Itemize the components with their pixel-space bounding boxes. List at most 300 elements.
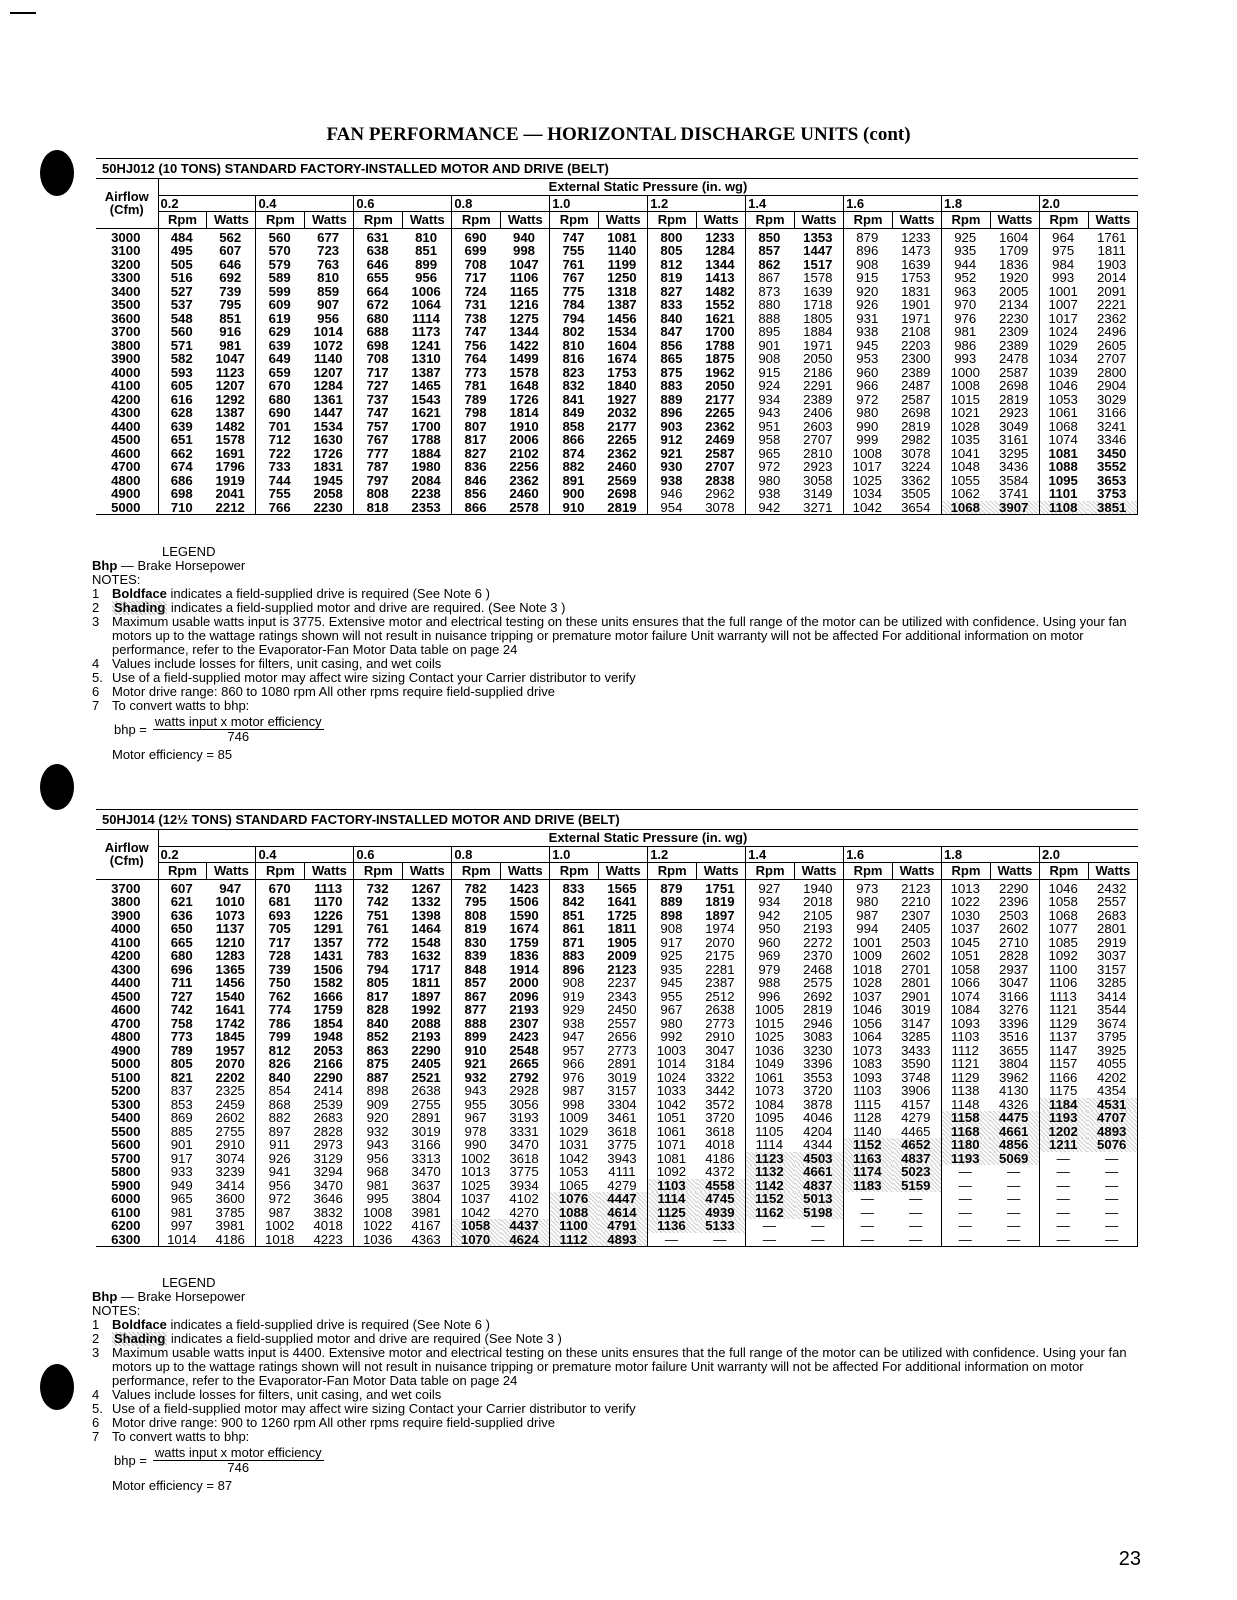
watts-cell: 1361 bbox=[305, 393, 354, 407]
rpm-cell: 747 bbox=[366, 405, 389, 420]
table-row bbox=[96, 433, 1138, 447]
rpm-cell: 717 bbox=[464, 270, 487, 285]
watts-cell: 1233 bbox=[893, 228, 942, 244]
watts-cell: 1284 bbox=[305, 379, 354, 393]
pressure-header: 1.4 bbox=[746, 846, 844, 863]
watts-cell: 5198 bbox=[795, 1206, 844, 1220]
rpm-cell: 942 bbox=[758, 907, 781, 923]
rpm-cell: 636 bbox=[170, 907, 193, 923]
rpm-cell: 1081 bbox=[1048, 445, 1078, 461]
rpm-cell: 789 bbox=[170, 1042, 193, 1058]
watts-cell: 2405 bbox=[403, 1057, 452, 1071]
rpm-cell: 1138 bbox=[951, 1083, 980, 1098]
rpm-cell: 828 bbox=[366, 1002, 389, 1017]
rpm-cell: 807 bbox=[464, 418, 487, 434]
watts-cell: 956 bbox=[403, 271, 452, 285]
watts-cell: 1980 bbox=[403, 460, 452, 474]
rpm-cell: 1014 bbox=[656, 1056, 687, 1071]
watts-cell: 4204 bbox=[795, 1125, 844, 1139]
note-text bbox=[112, 1332, 1152, 1346]
rpm-cell: 1046 bbox=[1048, 378, 1078, 393]
watts-cell: — bbox=[1088, 1233, 1137, 1247]
rpm-cell: 866 bbox=[562, 432, 585, 447]
airflow-cell: 3600 bbox=[96, 312, 158, 326]
rpm-cell: 593 bbox=[170, 364, 193, 380]
watts-cell: 1578 bbox=[795, 271, 844, 285]
note-text bbox=[112, 587, 1152, 601]
airflow-cell: 4900 bbox=[96, 487, 158, 501]
watts-cell: 5159 bbox=[893, 1179, 942, 1193]
rpm-cell: 1121 bbox=[1048, 1002, 1078, 1017]
bhp-formula bbox=[114, 1446, 1152, 1475]
watts-cell: 4326 bbox=[990, 1098, 1039, 1112]
rpm-cell: — bbox=[1056, 1164, 1070, 1179]
watts-cell: 3047 bbox=[990, 976, 1039, 990]
airflow-cell: 5700 bbox=[96, 1152, 158, 1166]
watts-cell: 4157 bbox=[893, 1098, 942, 1112]
rpm-cell: 810 bbox=[562, 337, 585, 353]
table-row bbox=[96, 285, 1138, 299]
note-text bbox=[112, 1318, 1152, 1332]
watts-cell: 3166 bbox=[403, 1138, 452, 1152]
rpm-cell: 1157 bbox=[1048, 1056, 1078, 1071]
note-item bbox=[92, 699, 1152, 713]
rpm-cell: 827 bbox=[660, 283, 683, 299]
watts-cell: 3962 bbox=[990, 1071, 1039, 1085]
note-body: indicates a field-supplied drive is required (See Note 6 ) bbox=[170, 1317, 490, 1332]
watts-cell: 2290 bbox=[990, 879, 1039, 895]
watts-cell: 1423 bbox=[501, 879, 550, 895]
rpm-cell: 993 bbox=[954, 351, 977, 366]
airflow-cell: 4300 bbox=[96, 963, 158, 977]
rpm-cell: 996 bbox=[758, 988, 781, 1004]
watts-cell: 2923 bbox=[795, 460, 844, 474]
watts-cell: 2389 bbox=[795, 393, 844, 407]
rpm-cell: 1166 bbox=[1048, 1069, 1078, 1085]
airflow-unit: (Cfm) bbox=[109, 853, 144, 869]
watts-cell: 2919 bbox=[1088, 936, 1137, 950]
rpm-cell: 935 bbox=[660, 961, 683, 977]
rpm-cell: 1093 bbox=[852, 1069, 882, 1085]
rpm-cell: 1049 bbox=[754, 1056, 785, 1071]
note-text bbox=[112, 1388, 1152, 1402]
rpm-cell: 897 bbox=[268, 1123, 291, 1139]
watts-cell: 1114 bbox=[403, 312, 452, 326]
rpm-cell: 837 bbox=[170, 1083, 193, 1098]
watts-cell: 1948 bbox=[305, 1030, 354, 1044]
watts-cell: 1674 bbox=[501, 922, 550, 936]
watts-cell: 851 bbox=[207, 312, 256, 326]
watts-cell: 3161 bbox=[990, 433, 1039, 447]
rpm-cell: 1113 bbox=[1049, 988, 1077, 1004]
watts-cell: 2478 bbox=[990, 352, 1039, 366]
watts-header: Watts bbox=[599, 212, 648, 229]
rpm-cell: 999 bbox=[856, 432, 879, 447]
airflow-cell: 4800 bbox=[96, 474, 158, 488]
rpm-cell: 737 bbox=[366, 391, 389, 407]
rpm-cell: 877 bbox=[464, 1002, 487, 1017]
rpm-cell: 879 bbox=[856, 229, 879, 245]
rpm-cell: 875 bbox=[660, 364, 683, 380]
rpm-cell: 708 bbox=[366, 351, 389, 366]
rpm-cell: 915 bbox=[856, 270, 879, 285]
rpm-cell: 981 bbox=[954, 324, 977, 339]
rpm-cell: 747 bbox=[562, 229, 585, 245]
rpm-cell: 761 bbox=[366, 921, 389, 936]
watts-cell: 2186 bbox=[795, 366, 844, 380]
rpm-header: Rpm bbox=[844, 212, 893, 229]
airflow-cell: 5000 bbox=[96, 501, 158, 515]
rpm-cell: 705 bbox=[268, 921, 291, 936]
rpm-header: Rpm bbox=[1039, 212, 1088, 229]
watts-cell: 1582 bbox=[305, 976, 354, 990]
formula-numerator: watts input x motor efficiency bbox=[154, 714, 322, 729]
watts-cell: 2096 bbox=[501, 990, 550, 1004]
rpm-cell: 819 bbox=[660, 270, 683, 285]
note-item bbox=[92, 1430, 1152, 1444]
watts-cell: 3637 bbox=[403, 1179, 452, 1193]
rpm-cell: 766 bbox=[268, 499, 291, 515]
watts-cell: 2300 bbox=[893, 352, 942, 366]
watts-cell: 4837 bbox=[795, 1179, 844, 1193]
rpm-cell: 751 bbox=[366, 907, 389, 923]
note-number: 2 bbox=[92, 600, 100, 615]
rpm-cell: 975 bbox=[1052, 243, 1075, 258]
watts-cell: 1709 bbox=[990, 244, 1039, 258]
table-title: 50HJ014 (12½ TONS) STANDARD FACTORY-INSTALLED MOTOR AND DRIVE (BELT) bbox=[96, 810, 1138, 830]
shading-word: Shading bbox=[114, 1331, 166, 1346]
rpm-cell: 570 bbox=[268, 243, 291, 258]
rpm-cell: 798 bbox=[464, 405, 487, 420]
rpm-cell: 932 bbox=[366, 1123, 389, 1139]
note-number: 4 bbox=[92, 656, 100, 671]
page-title: FAN PERFORMANCE — HORIZONTAL DISCHARGE UNITS (cont) bbox=[326, 124, 911, 145]
watts-cell: 3775 bbox=[501, 1165, 550, 1179]
rpm-cell: 767 bbox=[366, 432, 389, 447]
rpm-cell: 665 bbox=[170, 934, 193, 950]
rpm-cell: 773 bbox=[170, 1029, 193, 1044]
watts-cell: 2602 bbox=[990, 922, 1039, 936]
airflow-cell: 6100 bbox=[96, 1206, 158, 1220]
table-row bbox=[96, 271, 1138, 285]
watts-cell: 1123 bbox=[207, 366, 256, 380]
watts-cell: 4167 bbox=[403, 1219, 452, 1233]
airflow-cell: 4100 bbox=[96, 936, 158, 950]
rpm-cell: 903 bbox=[660, 418, 683, 434]
rpm-cell: 863 bbox=[366, 1042, 389, 1058]
watts-header: Watts bbox=[207, 863, 256, 880]
watts-cell: 1173 bbox=[403, 325, 452, 339]
watts-cell: 2105 bbox=[795, 909, 844, 923]
note-item bbox=[92, 1318, 1152, 1332]
table-row bbox=[96, 420, 1138, 434]
rpm-cell: 1053 bbox=[558, 1164, 589, 1179]
rpm-cell: — bbox=[664, 1231, 679, 1247]
note-item bbox=[92, 1416, 1152, 1430]
watts-cell: 2307 bbox=[893, 909, 942, 923]
rpm-cell: 854 bbox=[268, 1083, 291, 1098]
rpm-cell: 1193 bbox=[1039, 1111, 1088, 1125]
table-row bbox=[96, 909, 1138, 923]
watts-cell: 2801 bbox=[1088, 922, 1137, 936]
watts-cell: 3129 bbox=[305, 1152, 354, 1166]
airflow-cell: 3700 bbox=[96, 879, 158, 895]
airflow-cell: 4900 bbox=[96, 1044, 158, 1058]
watts-cell: 1283 bbox=[207, 949, 256, 963]
watts-cell: 1919 bbox=[207, 474, 256, 488]
watts-cell: 1630 bbox=[305, 433, 354, 447]
watts-cell: 2683 bbox=[305, 1111, 354, 1125]
rpm-cell: 1036 bbox=[362, 1231, 393, 1247]
rpm-cell: 802 bbox=[562, 324, 585, 339]
rpm-cell: 830 bbox=[464, 934, 487, 950]
note-number: 5. bbox=[92, 670, 103, 685]
watts-cell: 2521 bbox=[403, 1071, 452, 1085]
watts-cell: 3584 bbox=[990, 474, 1039, 488]
rpm-cell: 848 bbox=[464, 961, 487, 977]
table-row bbox=[96, 1165, 1138, 1179]
rpm-cell: 970 bbox=[954, 297, 977, 312]
watts-cell: 3157 bbox=[1088, 963, 1137, 977]
watts-cell: 2102 bbox=[501, 447, 550, 461]
watts-cell: 2290 bbox=[403, 1044, 452, 1058]
watts-cell: 4018 bbox=[697, 1138, 746, 1152]
watts-cell: 1726 bbox=[305, 447, 354, 461]
watts-cell: — bbox=[1088, 1192, 1137, 1206]
rpm-cell: 976 bbox=[954, 310, 977, 326]
watts-cell: 4372 bbox=[697, 1165, 746, 1179]
rpm-cell: 1062 bbox=[950, 486, 980, 501]
watts-cell: 4202 bbox=[1088, 1071, 1137, 1085]
note-text bbox=[112, 685, 1152, 699]
rpm-cell: 908 bbox=[660, 921, 683, 936]
rpm-cell: 833 bbox=[562, 880, 585, 896]
rpm-cell: 805 bbox=[170, 1056, 193, 1071]
watts-cell: 4939 bbox=[697, 1206, 746, 1220]
table-row bbox=[96, 1044, 1138, 1058]
rpm-cell: 1061 bbox=[1048, 405, 1078, 420]
rpm-cell: 662 bbox=[170, 445, 193, 461]
watts-cell: 3618 bbox=[599, 1125, 648, 1139]
pressure-header: 0.6 bbox=[354, 846, 452, 863]
watts-cell: 3720 bbox=[795, 1084, 844, 1098]
rpm-cell: 742 bbox=[366, 894, 389, 909]
watts-cell: 4186 bbox=[697, 1152, 746, 1166]
esp-header: External Static Pressure (in. wg) bbox=[158, 830, 1138, 846]
watts-cell: 2575 bbox=[795, 976, 844, 990]
rpm-cell: 579 bbox=[268, 256, 291, 272]
watts-header: Watts bbox=[990, 863, 1039, 880]
rpm-cell: 589 bbox=[268, 270, 291, 285]
watts-cell: 4661 bbox=[990, 1125, 1039, 1139]
watts-cell: 1648 bbox=[501, 379, 550, 393]
watts-cell: 1284 bbox=[697, 244, 746, 258]
watts-cell: 2450 bbox=[599, 1003, 648, 1017]
rpm-cell: 901 bbox=[170, 1137, 193, 1152]
rpm-cell: 990 bbox=[856, 418, 879, 434]
rpm-cell: 582 bbox=[170, 351, 193, 366]
rpm-header: Rpm bbox=[942, 212, 991, 229]
watts-cell: 2237 bbox=[599, 976, 648, 990]
fan-performance-table bbox=[96, 179, 1138, 515]
watts-cell: 3934 bbox=[501, 1179, 550, 1193]
rpm-cell: 758 bbox=[170, 1015, 193, 1031]
watts-cell: 1836 bbox=[990, 258, 1039, 272]
watts-cell: 1831 bbox=[305, 460, 354, 474]
rpm-cell: 1042 bbox=[460, 1204, 491, 1220]
watts-cell: 4447 bbox=[599, 1192, 648, 1206]
table-row bbox=[96, 244, 1138, 258]
watts-cell: 2134 bbox=[990, 298, 1039, 312]
rpm-cell: 1053 bbox=[1048, 391, 1078, 407]
rpm-cell: 969 bbox=[758, 948, 781, 963]
rpm-cell: 795 bbox=[464, 894, 487, 909]
watts-cell: 2587 bbox=[893, 393, 942, 407]
watts-cell: 1641 bbox=[599, 895, 648, 909]
watts-cell: — bbox=[893, 1233, 942, 1247]
watts-cell: 3544 bbox=[1088, 1003, 1137, 1017]
rpm-cell: 909 bbox=[366, 1096, 389, 1112]
rpm-cell: 947 bbox=[562, 1029, 585, 1044]
watts-cell: 1081 bbox=[599, 228, 648, 244]
rpm-cell: 1101 bbox=[1048, 486, 1078, 501]
watts-cell: 2904 bbox=[1088, 379, 1137, 393]
rpm-cell: 1148 bbox=[951, 1096, 980, 1112]
pressure-header: 0.4 bbox=[256, 846, 354, 863]
watts-cell: 2000 bbox=[501, 976, 550, 990]
rpm-cell: 1115 bbox=[853, 1096, 881, 1112]
watts-cell: 763 bbox=[305, 258, 354, 272]
bhp-label: bhp = bbox=[114, 721, 147, 737]
rpm-cell: 965 bbox=[758, 445, 781, 461]
rpm-cell: — bbox=[860, 1204, 874, 1220]
binder-hole-bottom bbox=[40, 1364, 74, 1410]
watts-cell: 1604 bbox=[599, 339, 648, 353]
rpm-cell: 821 bbox=[170, 1069, 193, 1085]
rpm-cell: 1015 bbox=[754, 1015, 785, 1031]
watts-cell: 1726 bbox=[501, 393, 550, 407]
watts-cell: 2088 bbox=[403, 1017, 452, 1031]
note-body: Use of a field-supplied motor may affect wire sizing Contact your Carrier distributor to verify bbox=[112, 1401, 636, 1416]
watts-cell: 2212 bbox=[207, 501, 256, 515]
rpm-cell: 599 bbox=[268, 283, 291, 299]
rpm-cell: 858 bbox=[562, 418, 585, 434]
rpm-cell: 808 bbox=[366, 486, 389, 501]
airflow-cell: 4100 bbox=[96, 379, 158, 393]
rpm-cell: 774 bbox=[268, 1002, 291, 1017]
watts-cell: 2291 bbox=[795, 379, 844, 393]
watts-cell: 3470 bbox=[501, 1138, 550, 1152]
rpm-cell: 978 bbox=[464, 1123, 487, 1139]
rpm-cell: 1031 bbox=[558, 1137, 589, 1152]
watts-cell: 3322 bbox=[697, 1071, 746, 1085]
watts-cell: 1482 bbox=[697, 285, 746, 299]
table-row bbox=[96, 1152, 1138, 1166]
watts-cell: 1292 bbox=[207, 393, 256, 407]
rpm-header: Rpm bbox=[550, 863, 599, 880]
rpm-cell: 747 bbox=[464, 324, 487, 339]
rpm-cell: 847 bbox=[660, 324, 683, 339]
rpm-cell: 1147 bbox=[1048, 1042, 1078, 1058]
rpm-cell: 619 bbox=[268, 310, 291, 326]
rpm-cell: 1137 bbox=[1048, 1029, 1078, 1044]
rpm-cell: 966 bbox=[856, 378, 879, 393]
rpm-cell: 979 bbox=[758, 961, 781, 977]
rpm-header: Rpm bbox=[1039, 863, 1088, 880]
pressure-header: 1.6 bbox=[844, 195, 942, 212]
watts-cell: 2946 bbox=[795, 1017, 844, 1031]
rpm-cell: 867 bbox=[464, 988, 487, 1004]
rpm-cell: 527 bbox=[170, 283, 193, 299]
rpm-cell: 1058 bbox=[452, 1219, 501, 1233]
rpm-cell: 908 bbox=[562, 975, 585, 990]
rpm-header: Rpm bbox=[452, 863, 501, 880]
watts-cell: 2050 bbox=[697, 379, 746, 393]
watts-cell: 4046 bbox=[795, 1111, 844, 1125]
rpm-cell: 755 bbox=[268, 486, 291, 501]
rpm-cell: 960 bbox=[856, 364, 879, 380]
table-row bbox=[96, 1071, 1138, 1085]
airflow-cell: 6200 bbox=[96, 1219, 158, 1233]
rpm-cell: 1037 bbox=[950, 921, 980, 936]
rpm-header: Rpm bbox=[158, 863, 207, 880]
table-row bbox=[96, 963, 1138, 977]
rpm-cell: 1037 bbox=[852, 988, 882, 1004]
watts-cell: 3230 bbox=[795, 1044, 844, 1058]
rpm-cell: 1014 bbox=[167, 1231, 197, 1247]
rpm-cell: 1074 bbox=[950, 988, 980, 1004]
rpm-cell: 1018 bbox=[852, 961, 882, 977]
watts-cell: 2362 bbox=[697, 420, 746, 434]
watts-cell: 4186 bbox=[207, 1233, 256, 1247]
rpm-cell: 1003 bbox=[656, 1042, 687, 1058]
watts-cell: — bbox=[1088, 1206, 1137, 1220]
watts-cell: 4223 bbox=[305, 1233, 354, 1247]
rpm-cell: 1017 bbox=[852, 459, 882, 474]
rpm-cell: 926 bbox=[268, 1150, 291, 1166]
rpm-cell: 957 bbox=[562, 1042, 585, 1058]
rpm-cell: 1028 bbox=[852, 975, 882, 990]
watts-cell: 2325 bbox=[207, 1084, 256, 1098]
rpm-cell: 784 bbox=[562, 297, 585, 312]
rpm-cell: 1071 bbox=[656, 1137, 687, 1152]
watts-cell: 2973 bbox=[305, 1138, 354, 1152]
watts-cell: 1700 bbox=[403, 420, 452, 434]
watts-cell: 2193 bbox=[403, 1030, 452, 1044]
watts-cell: 1621 bbox=[403, 406, 452, 420]
watts-cell: 3074 bbox=[207, 1152, 256, 1166]
watts-cell: 1465 bbox=[403, 379, 452, 393]
watts-cell: 1137 bbox=[207, 922, 256, 936]
rpm-cell: 1045 bbox=[950, 934, 980, 950]
watts-cell: 2548 bbox=[501, 1044, 550, 1058]
legend-text: Brake Horsepower bbox=[137, 558, 246, 573]
airflow-cell: 4300 bbox=[96, 406, 158, 420]
watts-cell: 2828 bbox=[305, 1125, 354, 1139]
watts-cell: 2058 bbox=[305, 487, 354, 501]
watts-cell: 5023 bbox=[893, 1165, 942, 1179]
watts-cell: 1819 bbox=[697, 895, 746, 909]
note-number: 3 bbox=[92, 1345, 100, 1360]
watts-cell: 2210 bbox=[893, 895, 942, 909]
note-item bbox=[92, 587, 1152, 601]
watts-cell: 3775 bbox=[599, 1138, 648, 1152]
note-text bbox=[112, 671, 1152, 685]
rpm-cell: 1129 bbox=[1048, 1015, 1078, 1031]
rpm-cell: 1108 bbox=[1039, 501, 1088, 515]
rpm-cell: 1114 bbox=[755, 1137, 784, 1152]
rpm-cell: 888 bbox=[758, 310, 781, 326]
